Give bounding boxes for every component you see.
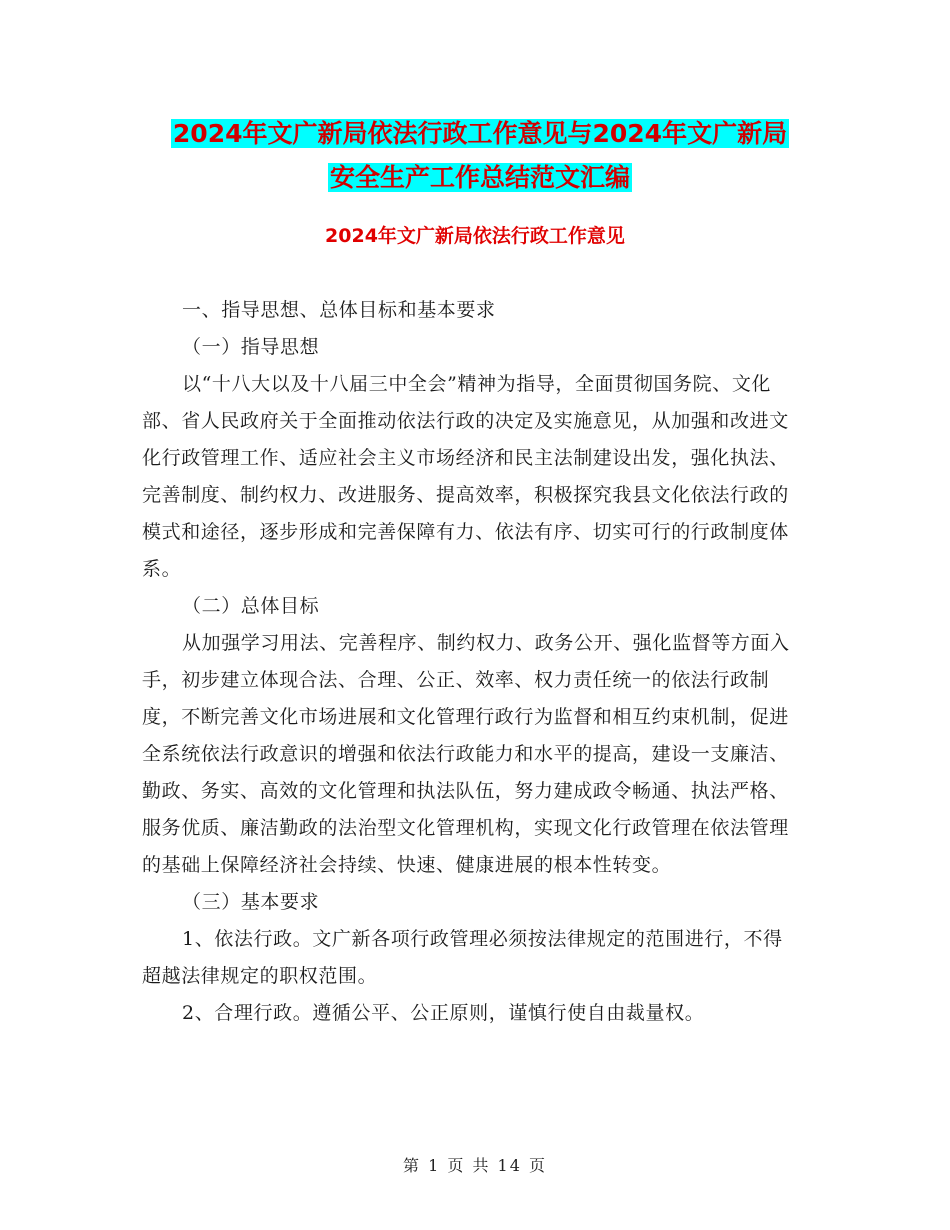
document-body — [142, 292, 802, 1032]
paragraph-guiding-thought: 以“十八大以及十八届三中全会”精神为指导，全面贯彻国务院、文化部、省人民政府关于全面推动依法行政的决定及实施意见，从加强和改进文化行政管理工作、适应社会主义市场经济和民主法制建设出发，强化执法、完善制度、制约权力、改进服务、提高效率，积极探究我县文化依法行政的模式和途径，逐步形成和完善保障有力、依法有序、切实可行的行政制度体系。 — [142, 373, 789, 580]
paragraph-requirement-1: 1、依法行政。文广新各项行政管理必须按法律规定的范围进行，不得超越法律规定的职权范围。 — [142, 928, 783, 987]
main-title-line-2: 安全生产工作总结范文汇编 — [329, 163, 630, 192]
page-footer: 第 1 页 共 14 页 — [403, 1156, 547, 1175]
section-title: 2024年文广新局依法行政工作意见 — [325, 225, 625, 247]
heading-guiding-section: 一、指导思想、总体目标和基本要求 — [182, 299, 496, 321]
paragraph-requirement-2: 2、合理行政。遵循公平、公正原则，谨慎行使自由裁量权。 — [182, 1002, 705, 1024]
subheading-guiding-thought: （一）指导思想 — [182, 336, 320, 358]
subheading-overall-goal: （二）总体目标 — [182, 595, 320, 617]
subheading-basic-requirements: （三）基本要求 — [182, 891, 320, 913]
document-main-title — [140, 112, 820, 200]
main-title-line-1: 2024年文广新局依法行政工作意见与2024年文广新局 — [172, 119, 788, 148]
paragraph-overall-goal: 从加强学习用法、完善程序、制约权力、政务公开、强化监督等方面入手，初步建立体现合法、合理、公正、效率、权力责任统一的依法行政制度，不断完善文化市场进展和文化管理行政行为监督和相互约束机制，促进全系统依法行政意识的增强和依法行政能力和水平的提高，建设一支廉洁、勤政、务实、高效的文化管理和执法队伍，努力建成政令畅通、执法严格、服务优质、廉洁勤政的法治型文化管理机构，实现文化行政管理在依法管理的基础上保障经济社会持续、快速、健康进展的根本性转变。 — [142, 632, 790, 876]
